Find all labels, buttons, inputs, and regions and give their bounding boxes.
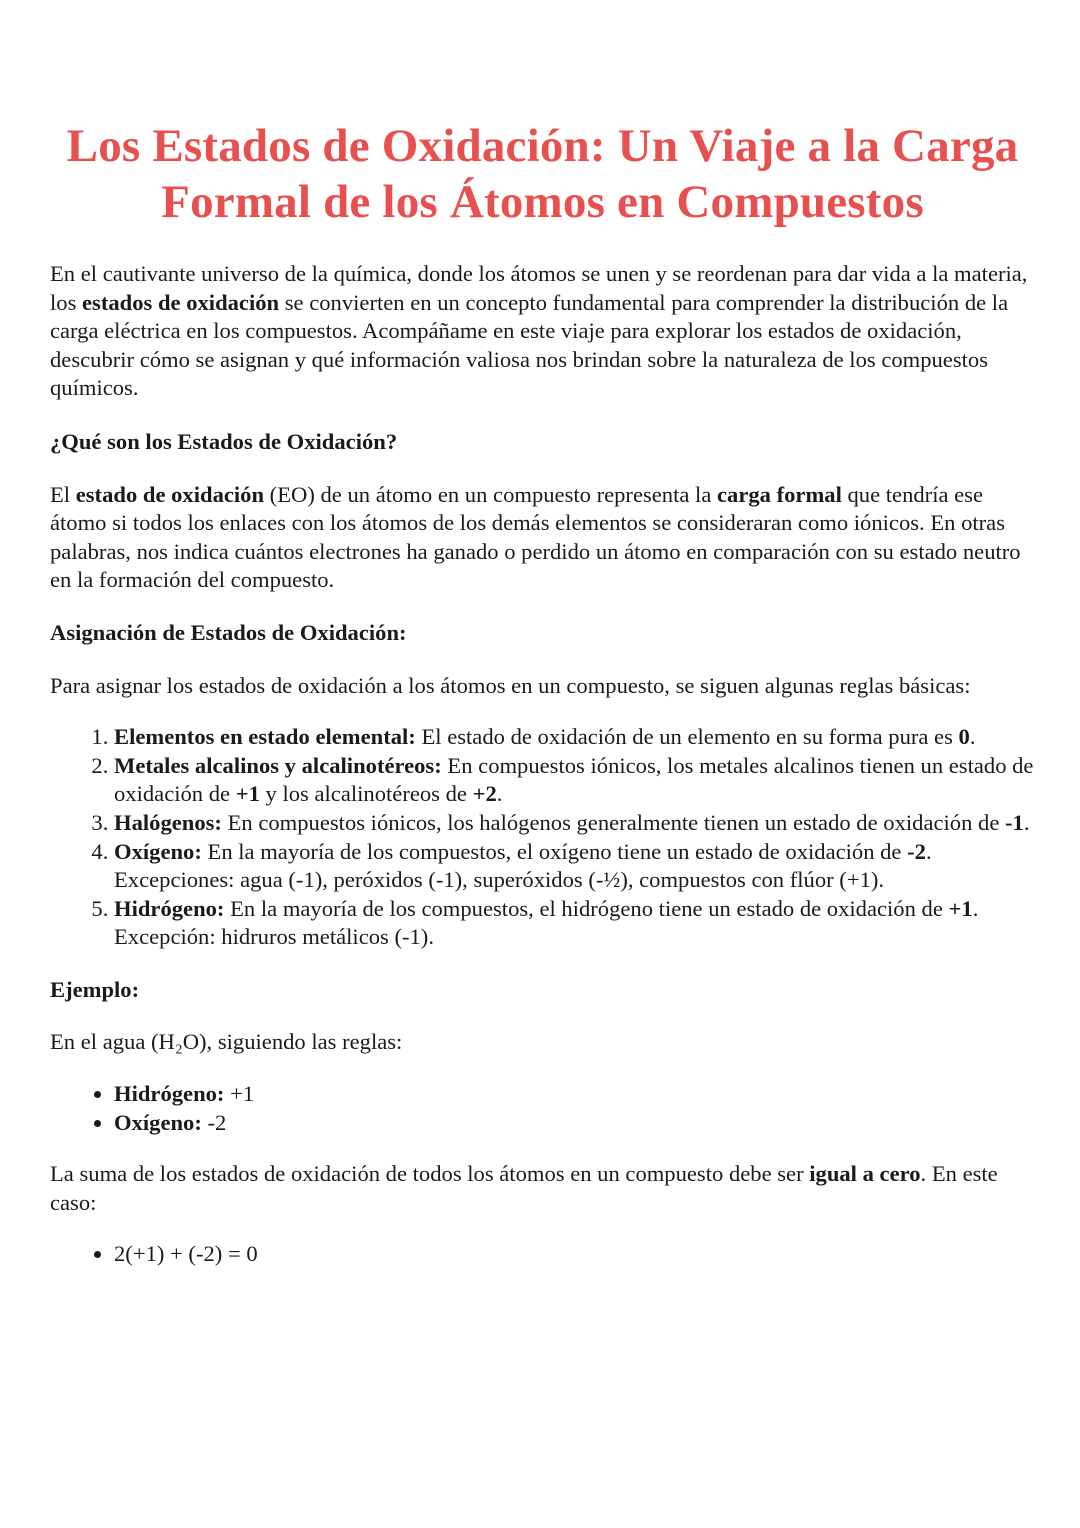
- rule-value: -1: [1005, 809, 1024, 835]
- rule-text: . Excepción: hidruros metálicos (-1).: [114, 895, 979, 950]
- example-value: -2: [201, 1109, 227, 1135]
- document-title: Los Estados de Oxidación: Un Viaje a la Carga Formal de los Átomos en Compuestos: [66, 120, 1019, 228]
- rule-value: 0: [958, 724, 970, 750]
- rules-list: [50, 723, 1035, 952]
- example-label: Hidrógeno:: [114, 1081, 225, 1107]
- definition-bold-term-2: carga formal: [717, 481, 842, 507]
- section-heading-what: ¿Qué son los Estados de Oxidación?: [50, 428, 398, 454]
- intro-bold-term: estados de oxidación: [82, 289, 280, 315]
- sum-text-start: La suma de los estados de oxidación de todos los átomos en un compuesto debe ser: [50, 1161, 810, 1187]
- rule-value: +2: [472, 781, 497, 807]
- rule-text: .: [496, 781, 503, 807]
- rule-item: [114, 895, 1035, 952]
- rule-text: .: [1023, 809, 1030, 835]
- definition-text-end: que tendría ese átomo si todos los enlaces con los átomos de los demás elementos se consideraran como iónicos. En otras palabras, nos indica cuántos electrones ha ganado o perdido un átomo en comparación con su estado neutro en la formación del compuesto.: [50, 481, 1021, 593]
- intro-paragraph: [50, 260, 1035, 403]
- intro-text-start: En el cautivante universo de la química, donde los átomos se unen y se reordenan para dar vida a la materia, los: [50, 261, 1028, 315]
- rule-term: Metales alcalinos y alcalinotéreos:: [114, 752, 442, 778]
- rule-value: -2: [907, 838, 926, 864]
- sum-bold-term: igual a cero: [809, 1161, 921, 1187]
- sum-paragraph: [50, 1160, 1035, 1217]
- example-item: [114, 1080, 1035, 1109]
- example-intro-paragraph: En el agua (H₂O), siguiendo las reglas:: [50, 1029, 403, 1055]
- sum-text-end: . En este caso:: [50, 1161, 998, 1215]
- intro-text-end: se convierten en un concepto fundamental para comprender la distribución de la carga eléctrica en los compuestos. Acompáñame en este viaje para explorar los estados de oxidación, descubrir cómo se asignan y qué información valiosa nos brindan sobre la naturaleza de los compuestos químicos.: [50, 289, 1009, 401]
- section-heading-example: Ejemplo:: [50, 976, 140, 1002]
- rule-text: En compuestos iónicos, los halógenos generalmente tienen un estado de oxidación de: [221, 809, 1006, 835]
- rule-value: +1: [948, 895, 973, 921]
- rules-intro-paragraph: Para asignar los estados de oxidación a los átomos en un compuesto, se siguen algunas reglas básicas:: [50, 672, 971, 698]
- calculation-list: [50, 1240, 1035, 1269]
- rule-term: Halógenos:: [114, 809, 222, 835]
- definition-text-start: El: [50, 481, 76, 507]
- rule-text: En compuestos iónicos, los metales alcalinos tienen un estado de oxidación de: [114, 752, 1034, 807]
- rule-text: .: [969, 724, 976, 750]
- rule-item: [114, 723, 1035, 752]
- rule-term: Oxígeno:: [114, 838, 202, 864]
- example-label: Oxígeno:: [114, 1109, 202, 1135]
- rule-text: y los alcalinotéreos de: [259, 781, 473, 807]
- rule-term: Elementos en estado elemental:: [114, 724, 416, 750]
- rule-text: . Excepciones: agua (-1), peróxidos (-1), superóxidos (-½), compuestos con flúor (+1).: [114, 838, 932, 893]
- rule-value: +1: [235, 781, 260, 807]
- document-page: [50, 118, 1035, 1269]
- rule-item: [114, 838, 1035, 895]
- rule-text: En la mayoría de los compuestos, el oxígeno tiene un estado de oxidación de: [201, 838, 908, 864]
- definition-paragraph: [50, 481, 1035, 595]
- rule-text: En la mayoría de los compuestos, el hidrógeno tiene un estado de oxidación de: [224, 895, 949, 921]
- rule-item: [114, 752, 1035, 809]
- rule-item: [114, 809, 1035, 838]
- rule-term: Hidrógeno:: [114, 895, 225, 921]
- example-value: +1: [224, 1081, 255, 1107]
- example-item: [114, 1109, 1035, 1138]
- definition-bold-term-1: estado de oxidación: [75, 481, 265, 507]
- definition-text-mid: (EO) de un átomo en un compuesto representa la: [264, 481, 718, 507]
- section-heading-assignment: Asignación de Estados de Oxidación:: [50, 619, 407, 645]
- example-list: [50, 1080, 1035, 1137]
- calculation-item: • 2(+1) + (-2) = 0: [114, 1240, 1035, 1269]
- rule-text: El estado de oxidación de un elemento en su forma pura es: [415, 724, 959, 750]
